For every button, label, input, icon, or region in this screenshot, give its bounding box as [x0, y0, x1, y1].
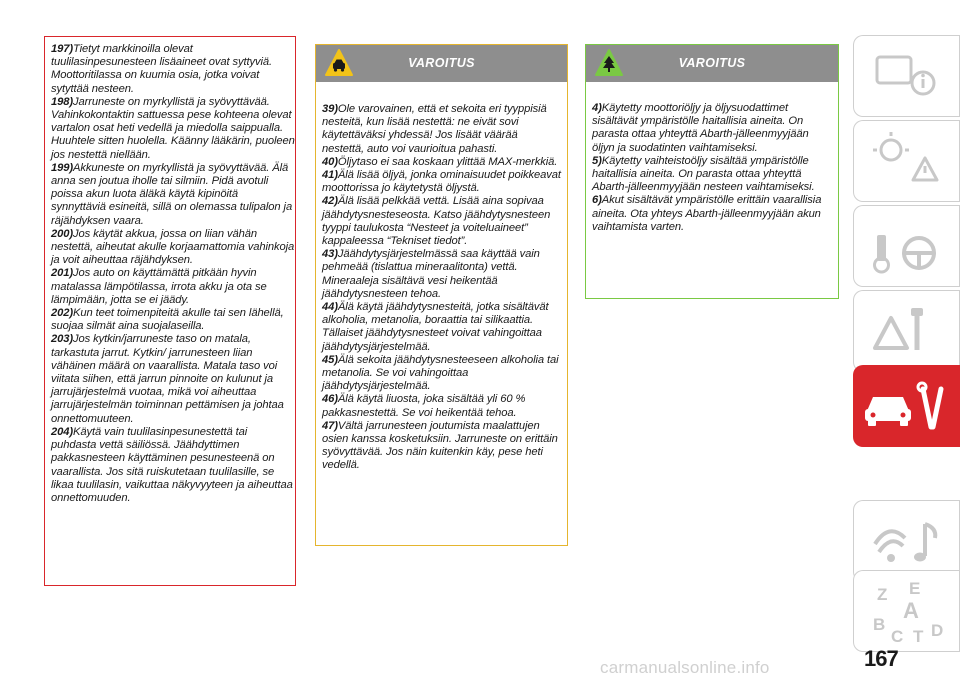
- note-text: Jos auto on käyttämättä pitkään hyvin matalassa lämpötilassa, irrota akku ja ota se lämpimään, jotta se ei jäädy.: [51, 267, 267, 306]
- warning-body: [586, 82, 838, 234]
- note-197: [51, 43, 295, 96]
- note-40: [322, 156, 561, 169]
- note-46: [322, 393, 561, 419]
- warning-title: VAROITUS: [408, 56, 475, 70]
- note-text: Jäähdytysjärjestelmässä saa käyttää vain pehmeää (tislattua mineraalitonta) vettä. Mineraaleja sisältävä vesi heikentää jäähdytysnesteen tehoa.: [322, 248, 540, 300]
- warning-title: VAROITUS: [678, 56, 746, 70]
- note-number: 6): [592, 194, 602, 207]
- dashboard-info-icon: [853, 35, 960, 117]
- warning-box-right: [585, 44, 839, 299]
- warning-header: [316, 45, 567, 82]
- note-number: 200): [51, 227, 73, 240]
- note-number: 204): [51, 425, 73, 438]
- note-number: 45): [322, 353, 338, 366]
- warning-body: [316, 82, 567, 473]
- key-steering-wheel-icon: [853, 205, 960, 287]
- tab-triangle-tools[interactable]: [853, 290, 960, 372]
- note-number: 201): [51, 267, 73, 280]
- note-number: 197): [51, 43, 73, 55]
- notes-box-left: [44, 36, 296, 586]
- svg-text:Z: Z: [877, 585, 888, 604]
- note-number: 4): [592, 102, 602, 114]
- note-number: 199): [51, 161, 73, 174]
- note-39: [322, 103, 561, 156]
- watermark: carmanualsonline.info: [600, 658, 770, 677]
- svg-text:B: B: [873, 615, 886, 634]
- triangle-tools-icon: [853, 290, 960, 372]
- note-text: Kun teet toimenpiteitä akulle tai sen lähellä, suojaa silmät aina suojalaseilla.: [51, 307, 284, 333]
- note-text: Älä lisää öljyä, jonka ominaisuudet poikkeavat moottorissa jo käytetystä öljystä.: [322, 169, 561, 195]
- note-text: Jos kytkin/jarruneste taso on matala, tarkastuta jarrut. Kytkin/ jarrunesteen liian vähäinen määrä on vaarallista. Matala taso voi viitata siihen, että jarrun pinnoite on kulunut ja jarrujärjestelmä vuotaa, mikä voi aiheuttaa jarrujärjestelmän toiminnan pettämisen ja johtaa onnettomuuteen.: [51, 333, 284, 425]
- note-5: [592, 155, 832, 195]
- note-number: 42): [322, 195, 338, 208]
- note-number: 39): [322, 103, 338, 115]
- note-text: Akkuneste on myrkyllistä ja syövyttävää. Älä anna sen joutua iholle tai silmiin. Pidä avotuli poissa akun luota äläkä käytä kipinöitä synnyttäviä esineitä, sillä on olemassa tulipalon ja räjähdyksen vaara.: [51, 161, 293, 227]
- note-204: [51, 426, 295, 505]
- note-203: [51, 333, 295, 425]
- note-text: Ole varovainen, että et sekoita eri tyyppisiä nesteitä, kun lisää nestettä: ne eivät sovi käytettäväksi yhdessä! Jos lisäät väärää nestettä, auto voi vaurioitua pahasti.: [322, 103, 547, 155]
- note-43: [322, 248, 561, 301]
- tab-lights[interactable]: [853, 120, 960, 202]
- note-number: 5): [592, 154, 602, 167]
- note-text: Älä lisää pelkkää vettä. Lisää aina sopivaa jäähdytysnesteseosta. Katso jäähdytysnesteen tyyppi taulukosta “Nesteet ja voiteluaineet” kappaleessa “Tekniset tiedot”.: [322, 195, 551, 248]
- note-text: Akut sisältävät ympäristölle erittäin vaarallisia aineita. Ota yhteys Abarth-jälleenmyyjään akun vaihtamista varten.: [592, 194, 822, 233]
- svg-text:C: C: [891, 627, 904, 646]
- note-202: [51, 307, 295, 333]
- note-text: Tietyt markkinoilla olevat tuulilasinpesunesteen lisäaineet ovat syttyviä. Moottoritilassa on kuumia osia, jotka voivat sytyttää nesteen.: [51, 43, 273, 95]
- note-text: Älä käytä liuosta, joka sisältää yli 60 % pakkasnestettä. Se voi heikentää tehoa.: [322, 393, 526, 419]
- tab-key-steering[interactable]: [853, 205, 960, 287]
- note-number: 41): [322, 169, 338, 182]
- note-number: 43): [322, 248, 338, 261]
- warning-header: [586, 45, 838, 82]
- note-198: [51, 96, 295, 162]
- note-200: [51, 228, 295, 268]
- svg-text:E: E: [909, 579, 921, 598]
- note-42: [322, 195, 561, 248]
- warning-box-middle: [315, 44, 568, 546]
- note-text: Käytetty moottoriöljy ja öljysuodattimet sisältävät ympäristölle haitallisia aineita. On parasta ottaa yhteyttä Abarth-jälleenmyyjään öljyn ja suodatinten vaihtamiseksi.: [592, 102, 809, 154]
- note-number: 202): [51, 307, 73, 320]
- note-44: [322, 301, 561, 354]
- note-47: [322, 420, 561, 473]
- note-6: [592, 194, 832, 234]
- note-number: 203): [51, 333, 73, 346]
- note-text: Käytetty vaihteistoöljy sisältää ympäristölle haitallisia aineita. On parasta ottaa yhteyttä Abarth-jälleenmyyjään nesteen vaihtamiseksi.: [592, 154, 815, 194]
- note-text: Älä sekoita jäähdytysnesteeseen alkoholia tai metanolia. Se voi vahingoittaa jäähdytysjärjestelmää.: [322, 353, 559, 393]
- note-text: Öljytaso ei saa koskaan ylittää MAX-merkkiä.: [337, 155, 558, 168]
- car-wrench-icon: [853, 365, 960, 447]
- tab-dashboard[interactable]: [853, 35, 960, 117]
- tab-alphabetical-index[interactable]: [853, 570, 960, 652]
- note-text: Jarruneste on myrkyllistä ja syövyttävää. Vahinkokontaktin sattuessa pese kohteena olevat vartalon osat heti vedellä ja miedolla saippualla. Huuhtele sitten huolella. Käänny lääkärin, puoleen jos nestettä niellään.: [51, 95, 295, 161]
- note-text: Jos käytät akkua, jossa on liian vähän nestettä, aiheutat akulle korjaamattomia vahinkoja ja voit aiheuttaa räjähdyksen.: [51, 227, 295, 267]
- note-number: 47): [322, 419, 338, 432]
- note-4: [592, 102, 832, 155]
- svg-text:T: T: [913, 627, 924, 646]
- note-text: Käytä vain tuulilasinpesunestettä tai puhdasta vettä säiliössä. Jäähdyttimen pakkasnesteen käyttäminen pesunesteenä on vaarallista. Jos sitä ruiskutetaan tuulilasille, se likaa tuulilasin, vaikuttaa näkyvyyteen ja aiheuttaa onnettomuuden.: [51, 425, 293, 504]
- svg-text:A: A: [903, 598, 919, 623]
- alphabet-index-icon: [853, 570, 960, 652]
- note-text: Vältä jarrunesteen joutumista maalattujen osien kanssa kosketuksiin. Jarruneste on erittäin syövyttävää. Jos näin kuitenkin käy, pese heti vedellä.: [322, 419, 558, 472]
- note-number: 44): [322, 301, 338, 314]
- note-number: 40): [322, 155, 338, 168]
- tab-maintenance[interactable]: [853, 365, 960, 447]
- note-201: [51, 267, 295, 307]
- note-text: Älä käytä jäähdytysnesteitä, jotka sisältävät alkoholia, metanolia, boraattia tai silikaattia. Tällaiset jäähdytysnesteet voivat vahingoittaa jäähdytysjärjestelmää.: [322, 301, 549, 353]
- lights-warning-icon: [853, 120, 960, 202]
- page-number: 167: [864, 646, 898, 671]
- note-number: 198): [51, 95, 73, 108]
- note-199: [51, 162, 295, 228]
- svg-text:D: D: [931, 621, 944, 640]
- note-45: [322, 354, 561, 394]
- note-41: [322, 169, 561, 195]
- note-number: 46): [322, 393, 338, 406]
